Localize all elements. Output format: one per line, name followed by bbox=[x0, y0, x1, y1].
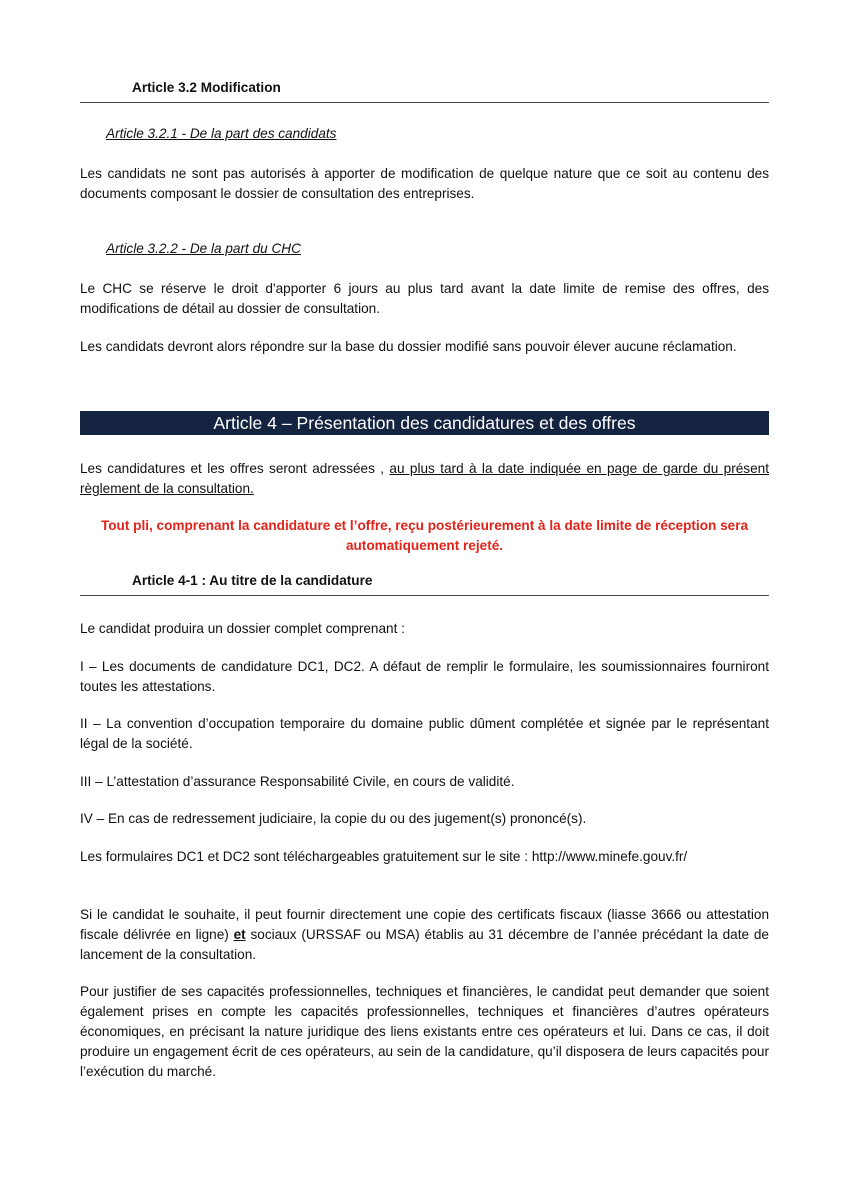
list-item-iv: IV – En cas de redressement judiciaire, la copie du ou des jugement(s) prononcé(s). bbox=[80, 811, 587, 826]
intro-text: Les candidatures et les offres seront adressées , bbox=[80, 461, 390, 476]
section-heading-4-1 bbox=[80, 573, 769, 596]
list-item-i: I – Les documents de candidature DC1, DC2. A défaut de remplir le formulaire, les soumissionnaires fourniront toutes les attestations. bbox=[80, 659, 769, 694]
fiscal-text-b: sociaux (URSSAF ou MSA) établis au 31 décembre de l’année précédant la date de lancement de la consultation. bbox=[80, 927, 769, 962]
subsection-title-3-2-2: Article 3.2.2 - De la part du CHC bbox=[106, 241, 301, 256]
paragraph-fiscal-certificates bbox=[80, 905, 769, 965]
late-submission-warning: Tout pli, comprenant la candidature et l’offre, reçu postérieurement à la date limite de réception sera automatiquement rejeté. bbox=[100, 518, 749, 553]
intro-underlined-text: au plus tard à la date indiquée en page de garde du présent règlement de la consultation. bbox=[80, 461, 769, 496]
paragraph-forms-download: Les formulaires DC1 et DC2 sont téléchargeables gratuitement sur le site : http://www.minefe.gouv.fr/ bbox=[80, 849, 688, 864]
subsection-title-3-2-1: Article 3.2.1 - De la part des candidats bbox=[106, 126, 337, 141]
paragraph-4-intro bbox=[80, 459, 769, 499]
fiscal-text-a: Si le candidat le souhaite, il peut fournir directement une copie des certificats fiscaux (liasse 3666 ou attestation fiscale délivrée en ligne) bbox=[80, 907, 769, 942]
paragraph-3-2-2-b: Les candidats devront alors répondre sur la base du dossier modifié sans pouvoir élever aucune réclamation. bbox=[80, 339, 737, 354]
fiscal-emphasis-et: et bbox=[233, 927, 246, 942]
article-4-banner: Article 4 – Présentation des candidatures et des offres bbox=[80, 411, 769, 435]
section-heading-text: Article 3.2 Modification bbox=[132, 80, 281, 95]
paragraph-capacities: Pour justifier de ses capacités professionnelles, techniques et financières, le candidat peut demander que soient également prises en compte les capacités professionnelles, techniques et financières d’autres opérateurs économiques, en précisant la nature juridique des liens existants entre ces opérateurs et lui. Dans ce cas, il doit produire un engagement écrit de ces opérateurs, au sein de la candidature, qu’il disposera de leurs capacités pour l’exécution du marché. bbox=[80, 984, 769, 1079]
list-item-iii: III – L’attestation d’assurance Responsabilité Civile, en cours de validité. bbox=[80, 774, 515, 789]
section-heading-3-2 bbox=[80, 80, 769, 103]
paragraph-dossier-intro: Le candidat produira un dossier complet comprenant : bbox=[80, 621, 405, 636]
list-item-ii: II – La convention d’occupation temporaire du domaine public dûment complétée et signée par le représentant légal de la société. bbox=[80, 716, 769, 751]
paragraph-3-2-1: Les candidats ne sont pas autorisés à apporter de modification de quelque nature que ce soit au contenu des documents composant le dossier de consultation des entreprises. bbox=[80, 166, 769, 201]
paragraph-3-2-2-a: Le CHC se réserve le droit d'apporter 6 jours au plus tard avant la date limite de remise des offres, des modifications de détail au dossier de consultation. bbox=[80, 281, 769, 316]
section-heading-text: Article 4-1 : Au titre de la candidature bbox=[132, 573, 373, 588]
